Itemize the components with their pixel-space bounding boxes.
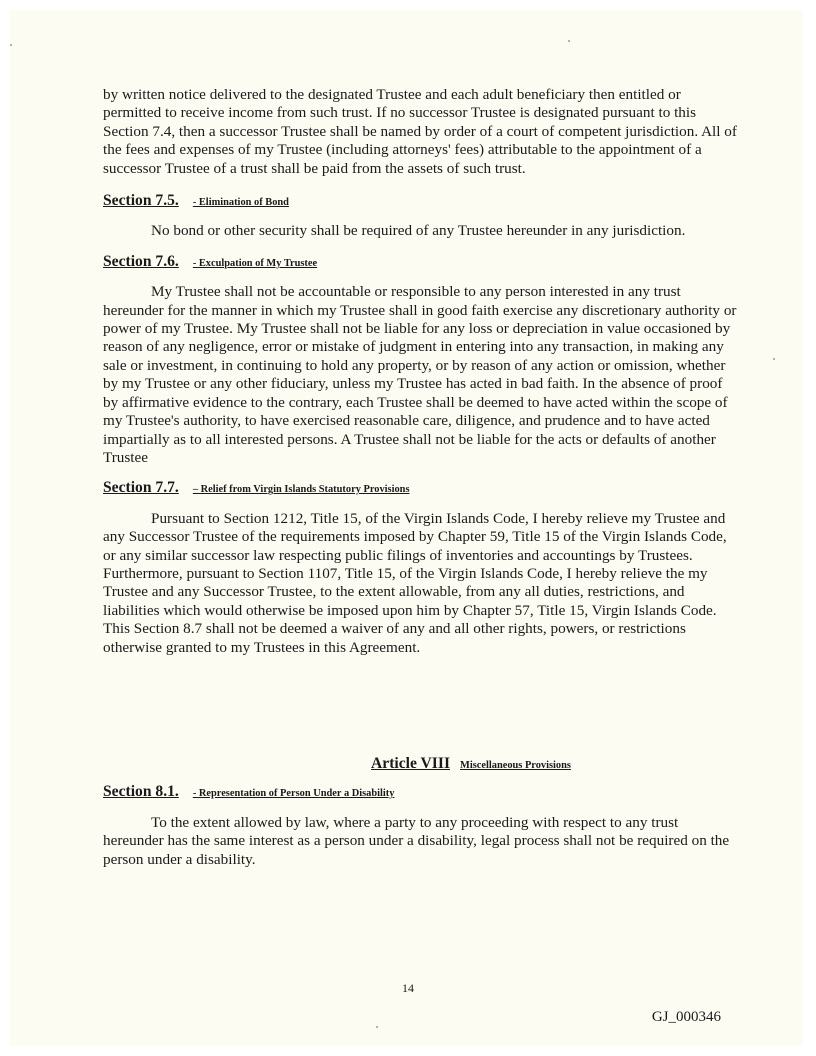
section-7-5-heading bbox=[103, 192, 739, 212]
section-8-1-body: To the extent allowed by law, where a party to any proceeding with respect to any trust hereunder has the same interest as a person under a disability, legal process shall not be required on the person under a disability. bbox=[103, 813, 730, 868]
section-title: - Representation of Person Under a Disability bbox=[192, 788, 395, 800]
intro-paragraph: by written notice delivered to the designated Trustee and each adult beneficiary then entitled or permitted to receive income from such trust. If no successor Trustee is designated pursuant to this Section 7.4, then a successor Trustee shall be named by order of a court of competent jurisdiction. All of the fees and expenses of my Trustee (including attorneys' fees) attributable to the appointment of a successor Trustee of a trust shall be paid from the assets of such trust. bbox=[103, 86, 737, 177]
page-number: 14 bbox=[402, 981, 414, 995]
section-label: Section 7.7. bbox=[103, 479, 179, 497]
article-title: Miscellaneous Provisions bbox=[460, 759, 571, 771]
section-8-1-heading bbox=[103, 783, 739, 803]
scan-speck bbox=[10, 44, 12, 46]
section-7-5-body: No bond or other security shall be required of any Trustee hereunder in any jurisdiction. bbox=[151, 222, 686, 240]
article-label: Article VIII bbox=[371, 754, 451, 772]
scan-speck bbox=[773, 358, 775, 360]
document-page bbox=[10, 10, 803, 1046]
bates-number: GJ_000346 bbox=[651, 1009, 721, 1025]
scan-speck bbox=[376, 1026, 378, 1028]
section-label: Section 8.1. bbox=[103, 783, 179, 801]
section-title: - Elimination of Bond bbox=[192, 197, 289, 209]
section-7-6-body: My Trustee shall not be accountable or responsible to any person interested in any trust hereunder for the manner in which my Trustee shall in good faith exercise any discretionary authority or power of my Trustee. My Trustee shall not be liable for any loss or depreciation in value occasioned by reason of any negligence, error or mistake of judgment in entering into any transaction, in making any sale or investment, in continuing to hold any property, or by reason of any action or omission, whether by my Trustee or any other fiduciary, unless my Trustee has acted in bad faith. In the absence of proof by affirmative evidence to the contrary, each Trustee shall be deemed to have acted within the scope of my Trustee's authority, to have exercised reasonable care, diligence, and prudence and to have acted impartially as to all interested persons. A Trustee shall not be liable for the acts or defaults of another Trustee bbox=[103, 283, 737, 466]
section-7-6-heading bbox=[103, 253, 739, 273]
section-label: Section 7.6. bbox=[103, 252, 179, 270]
section-7-7-heading bbox=[103, 479, 739, 499]
section-title: – Relief from Virgin Islands Statutory Provisions bbox=[192, 484, 410, 496]
document-body bbox=[103, 86, 739, 881]
section-7-7-body: Pursuant to Section 1212, Title 15, of the Virgin Islands Code, I hereby relieve my Trustee and any Successor Trustee of the requirements imposed by Chapter 59, Title 15 of the Virgin Islands Code, or any similar successor law respecting public filings of inventories and accountings by Trustees. Furthermore, pursuant to Section 1107, Title 15, of the Virgin Islands Code, I hereby relieve the my Trustee and any Successor Trustee, to the extent allowable, from any all duties, restrictions, and liabilities which would otherwise be imposed upon him by Chapter 57, Title 15, Virgin Islands Code. This Section 8.7 shall not be deemed a waiver of any and all other rights, powers, or restrictions otherwise granted to my Trustees in this Agreement. bbox=[103, 509, 727, 656]
scan-speck bbox=[568, 40, 570, 42]
article-heading bbox=[103, 755, 739, 775]
section-title: - Exculpation of My Trustee bbox=[192, 257, 318, 269]
section-label: Section 7.5. bbox=[103, 192, 179, 210]
